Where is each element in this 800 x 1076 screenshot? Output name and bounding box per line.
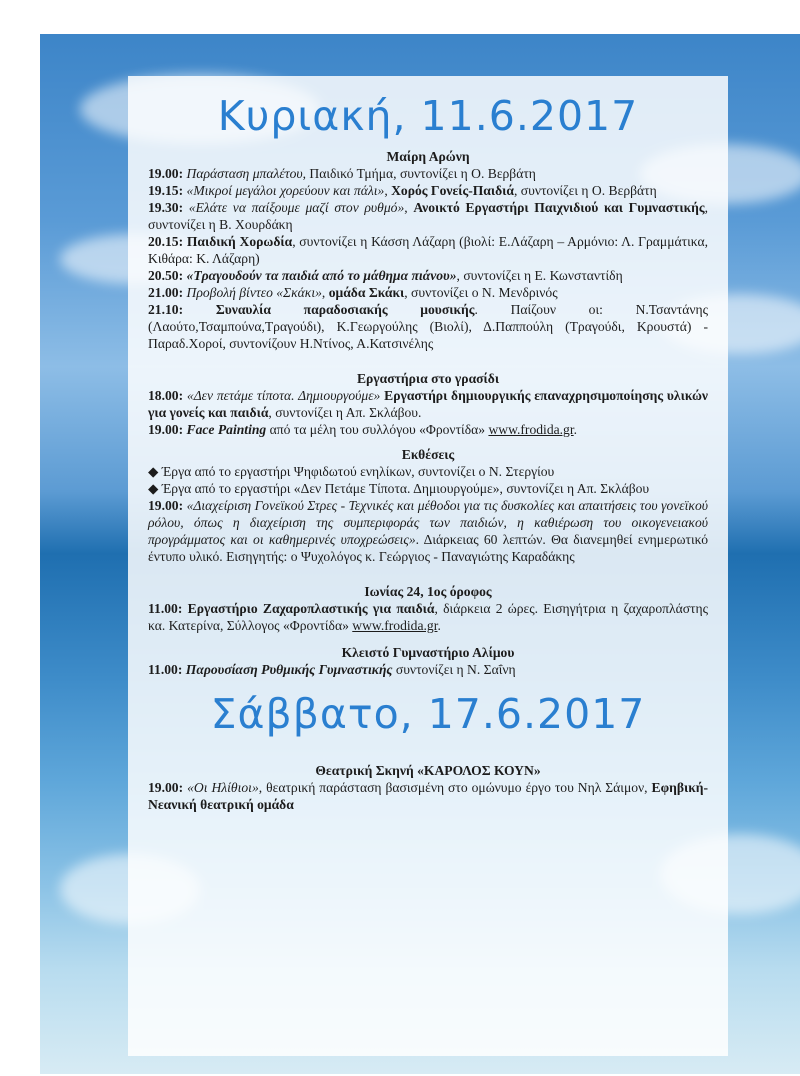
section-heading: Εργαστήρια στο γρασίδι	[356, 371, 500, 386]
event-item: 18.00: «Δεν πετάμε τίποτα. Δημιουργούμε» Εργαστήρι δημιουργικής επαναχρησιμοποίησης υλικών για γονείς και παιδιά, συντονίζει η Απ. Σκλάβου.	[148, 388, 708, 420]
website-link[interactable]: www.frodida.gr	[352, 618, 438, 633]
event-item: 11.00: Εργαστήριο Ζαχαροπλαστικής για παιδιά, διάρκεια 2 ώρες. Εισηγήτρια η ζαχαροπλάστης κα. Κατερίνα, Σύλλογος «Φροντίδα» www.frodida.gr.	[148, 601, 708, 633]
event-item: 21.00: Προβολή βίντεο «Σκάκι», ομάδα Σκάκι, συντονίζει ο Ν. Μενδρινός	[148, 285, 558, 300]
event-item: 19.00: Face Painting από τα μέλη του συλλόγου «Φροντίδα» www.frodida.gr.	[148, 422, 578, 437]
event-item: 19.00: «Οι Ηλίθιοι», θεατρική παράσταση βασισμένη στο ομώνυμο έργο του Νηλ Σάιμον, Εφηβική-Νεανική θεατρική ομάδα	[148, 780, 708, 812]
program-panel	[128, 76, 728, 1056]
exhibit-bullet: ◆ Έργα από το εργαστήρι Ψηφιδωτού ενηλίκων, συντονίζει ο Ν. Στεργίου	[148, 464, 555, 479]
event-item: 20.50: «Τραγουδούν τα παιδιά από το μάθημα πιάνου», συντονίζει η Ε. Κωνσταντίδη	[148, 268, 623, 283]
event-item: 19.00: «Διαχείριση Γονεϊκού Στρες - Τεχνικές και μέθοδοι για τις δυσκολίες και απαιτήσεις του γονεϊκού ρόλου, όπως η διαχείριση της συμπεριφοράς των παιδιών, η καθιέρωση του οικογενειακού προγράμματος και οι καθημερινές υποχρεώσεις». Διάρκειας 60 λεπτών. Θα διανεμηθεί ενημερωτικό έντυπο υλικό. Εισηγητής: ο Ψυχολόγος κ. Γεώργιος - Παναγιώτης Καραδάκης	[148, 498, 708, 564]
section-heading: Εκθέσεις	[401, 447, 455, 462]
section-heading: Κλειστό Γυμναστήριο Αλίμου	[341, 645, 515, 660]
event-item: 20.15: Παιδική Χορωδία, συντονίζει η Κάσση Λάζαρη (βιολί: Ε.Λάζαρη – Αρμόνιο: Λ. Γραμμάτικα, Κιθάρα: Κ. Λάζαρη)	[148, 234, 708, 266]
day2-title: Σάββατο, 17.6.2017	[210, 690, 646, 738]
event-item: 11.00: Παρουσίαση Ρυθμικής Γυμναστικής συντονίζει η Ν. Σαΐνη	[148, 662, 516, 677]
section-heading: Μαίρη Αρώνη	[386, 149, 470, 164]
day1-title: Κυριακή, 11.6.2017	[217, 92, 639, 140]
website-link[interactable]: www.frodida.gr	[488, 422, 574, 437]
event-item: 19.15: «Μικροί μεγάλοι χορεύουν και πάλι», Χορός Γονείς-Παιδιά, συντονίζει η Ο. Βερβάτη	[148, 183, 657, 198]
section-heading: Ιωνίας 24, 1ος όροφος	[364, 584, 492, 599]
event-item: 21.10: Συναυλία παραδοσιακής μουσικής. Παίζουν οι: Ν.Τσαντάνης (Λαούτο,Τσαμπούνα,Τραγούδι), Κ.Γεωργούλης (Βιολί), Δ.Παππούλη (Τραγούδι, Κρουστά) - Παραδ.Χοροί, συντονίζουν Η.Ντίνος, Α.Κατσινέλης	[148, 302, 708, 351]
section-heading: Θεατρική Σκηνή «ΚΑΡΟΛΟΣ ΚΟΥΝ»	[315, 763, 541, 778]
exhibit-bullet: ◆ Έργα από το εργαστήρι «Δεν Πετάμε Τίποτα. Δημιουργούμε», συντονίζει η Απ. Σκλάβου	[148, 481, 650, 496]
event-item: 19.00: Παράσταση μπαλέτου, Παιδικό Τμήμα, συντονίζει η Ο. Βερβάτη	[148, 166, 536, 181]
event-item: 19.30: «Ελάτε να παίξουμε μαζί στον ρυθμό», Ανοικτό Εργαστήρι Παιχνιδιού και Γυμναστικής, συντονίζει η Β. Χουρδάκη	[148, 200, 708, 232]
